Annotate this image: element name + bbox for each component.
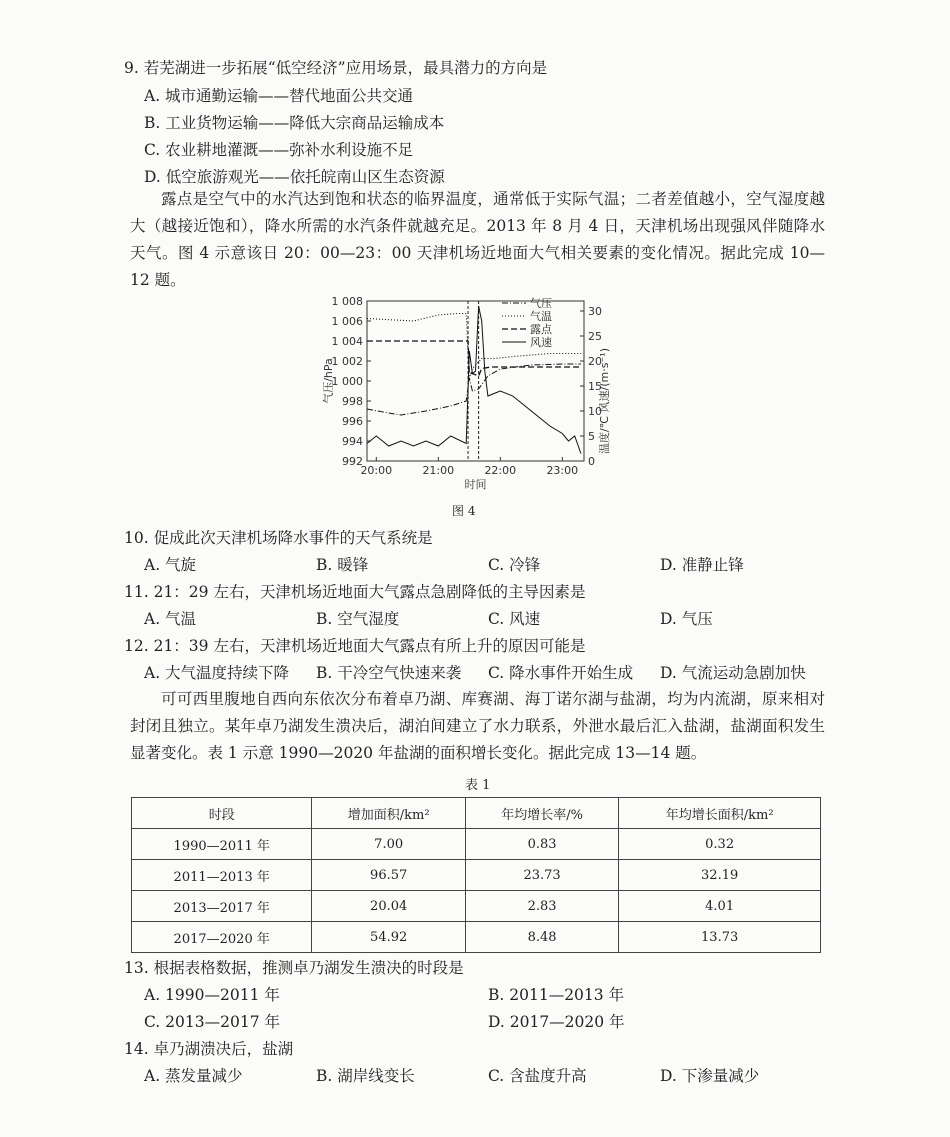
table-header-row (132, 798, 821, 829)
q13-stem: 13. 根据表格数据，推测卓乃湖发生溃决的时段是 (124, 959, 464, 977)
table-cell: 13.73 (619, 922, 821, 953)
x-axis-label: 时间 (464, 478, 487, 491)
left-axis-tick-label: 1 002 (331, 355, 363, 368)
q11-stem: 11. 21：29 左右，天津机场近地面大气露点急剧降低的主导因素是 (124, 583, 586, 601)
x-axis-tick-label: 20:00 (360, 464, 393, 477)
legend-label: 气压 (530, 297, 552, 310)
q13-option-a: A. 1990—2011 年 (144, 986, 280, 1004)
left-axis-tick-label: 994 (342, 435, 363, 448)
right-axis-tick-label: 20 (588, 355, 602, 368)
q12-option-c: C. 降水事件开始生成 (488, 664, 634, 682)
table-cell: 0.83 (465, 829, 618, 860)
q11-option-b: B. 空气湿度 (316, 610, 400, 628)
q10-option-d: D. 准静止锋 (660, 556, 744, 574)
passage-salt-lake (130, 686, 825, 767)
q10-option-c: C. 冷锋 (488, 556, 541, 574)
q10-stem: 10. 促成此次天津机场降水事件的天气系统是 (124, 529, 433, 547)
legend-label: 气温 (530, 310, 552, 323)
left-axis-tick-label: 996 (342, 415, 363, 428)
table-cell: 2011—2013 年 (132, 860, 312, 891)
q12-option-b: B. 干冷空气快速来袭 (316, 664, 462, 682)
q13-option-b: B. 2011—2013 年 (488, 986, 625, 1004)
right-axis-tick-label: 30 (588, 305, 602, 318)
table-cell: 2017—2020 年 (132, 922, 312, 953)
table-cell: 20.04 (312, 891, 466, 922)
q13-option-d: D. 2017—2020 年 (488, 1013, 625, 1031)
right-axis-tick-label: 10 (588, 405, 602, 418)
table-header-cell: 时段 (132, 798, 312, 829)
x-axis-tick-label: 22:00 (484, 464, 517, 477)
q10-option-b: B. 暖锋 (316, 556, 369, 574)
legend-label: 风速 (530, 336, 552, 349)
table-header-cell: 年均增长面积/km² (619, 798, 821, 829)
left-axis-tick-label: 998 (342, 395, 363, 408)
passage-dewpoint-text: 露点是空气中的水汽达到饱和状态的临界温度，通常低于实际气温；二者差值越小，空气湿度越大（越接近饱和），降水所需的水汽条件就越充足。2013 年 8 月 4 日，天津机场出现强风伴随降水天气。图 4 示意该日 20：00—23：00 天津机场近地面大气相关要素的变化情况。据此完成 10—12 题。 (130, 190, 825, 289)
x-axis-tick-label: 21:00 (422, 464, 455, 477)
table-1 (131, 797, 821, 953)
left-axis-tick-label: 1 004 (331, 335, 363, 348)
table-cell: 96.57 (312, 860, 466, 891)
legend-label: 露点 (530, 323, 552, 336)
passage-dewpoint (130, 186, 825, 294)
table-row (132, 860, 821, 891)
table-cell: 2013—2017 年 (132, 891, 312, 922)
q11-option-c: C. 风速 (488, 610, 541, 628)
right-axis-label: 温度/℃ 风速/(m·s⁻¹) (598, 347, 611, 455)
right-axis-tick-label: 5 (588, 430, 595, 443)
table-1-caption: 表 1 (465, 778, 491, 793)
table-row (132, 829, 821, 860)
q9-option-b: B. 工业货物运输——降低大宗商品运输成本 (144, 114, 445, 132)
figure-4-chart (312, 293, 612, 498)
table-cell: 8.48 (465, 922, 618, 953)
x-axis-tick-label: 23:00 (546, 464, 579, 477)
q12-stem: 12. 21：39 左右，天津机场近地面大气露点有所上升的原因可能是 (124, 637, 586, 655)
q12-option-a: A. 大气温度持续下降 (144, 664, 290, 682)
table-cell: 32.19 (619, 860, 821, 891)
q13-option-c: C. 2013—2017 年 (144, 1013, 280, 1031)
table-cell: 7.00 (312, 829, 466, 860)
q14-stem: 14. 卓乃湖溃决后，盐湖 (124, 1040, 294, 1058)
q9-option-a: A. 城市通勤运输——替代地面公共交通 (144, 87, 414, 105)
left-axis-tick-label: 1 006 (331, 315, 363, 328)
q10-option-a: A. 气旋 (144, 556, 197, 574)
table-cell: 54.92 (312, 922, 466, 953)
table-cell: 1990—2011 年 (132, 829, 312, 860)
q14-option-d: D. 下渗量减少 (660, 1067, 760, 1085)
left-axis-label: 气压/hPa (322, 358, 335, 404)
figure-4-caption: 图 4 (452, 504, 476, 518)
table-cell: 2.83 (465, 891, 618, 922)
right-axis-tick-label: 0 (588, 455, 595, 468)
q9-stem: 9. 若芜湖进一步拓展“低空经济”应用场景，最具潜力的方向是 (124, 59, 548, 77)
right-axis-tick-label: 25 (588, 330, 602, 343)
q14-option-b: B. 湖岸线变长 (316, 1067, 415, 1085)
q9-option-c: C. 农业耕地灌溉——弥补水利设施不足 (144, 141, 414, 159)
q11-option-a: A. 气温 (144, 610, 197, 628)
table-header-cell: 年均增长率/% (465, 798, 618, 829)
left-axis-tick-label: 992 (342, 455, 363, 468)
right-axis-tick-label: 15 (588, 380, 602, 393)
left-axis-tick-label: 1 000 (331, 375, 363, 388)
table-cell: 0.32 (619, 829, 821, 860)
q11-option-d: D. 气压 (660, 610, 713, 628)
left-axis-tick-label: 1 008 (331, 295, 363, 308)
q14-option-c: C. 含盐度升高 (488, 1067, 587, 1085)
q14-option-a: A. 蒸发量减少 (144, 1067, 243, 1085)
table-cell: 23.73 (465, 860, 618, 891)
table-row (132, 922, 821, 953)
table-row (132, 891, 821, 922)
table-cell: 4.01 (619, 891, 821, 922)
table-header-cell: 增加面积/km² (312, 798, 466, 829)
q12-option-d: D. 气流运动急剧加快 (660, 664, 806, 682)
passage-salt-lake-text: 可可西里腹地自西向东依次分布着卓乃湖、库赛湖、海丁诺尔湖与盐湖，均为内流湖，原来相对封闭且独立。某年卓乃湖发生溃决后，湖泊间建立了水力联系，外泄水最后汇入盐湖，盐湖面积发生显著变化。表 1 示意 1990—2020 年盐湖的面积增长变化。据此完成 13—14 题。 (130, 690, 825, 762)
q9-option-d: D. 低空旅游观光——依托皖南山区生态资源 (144, 168, 445, 186)
